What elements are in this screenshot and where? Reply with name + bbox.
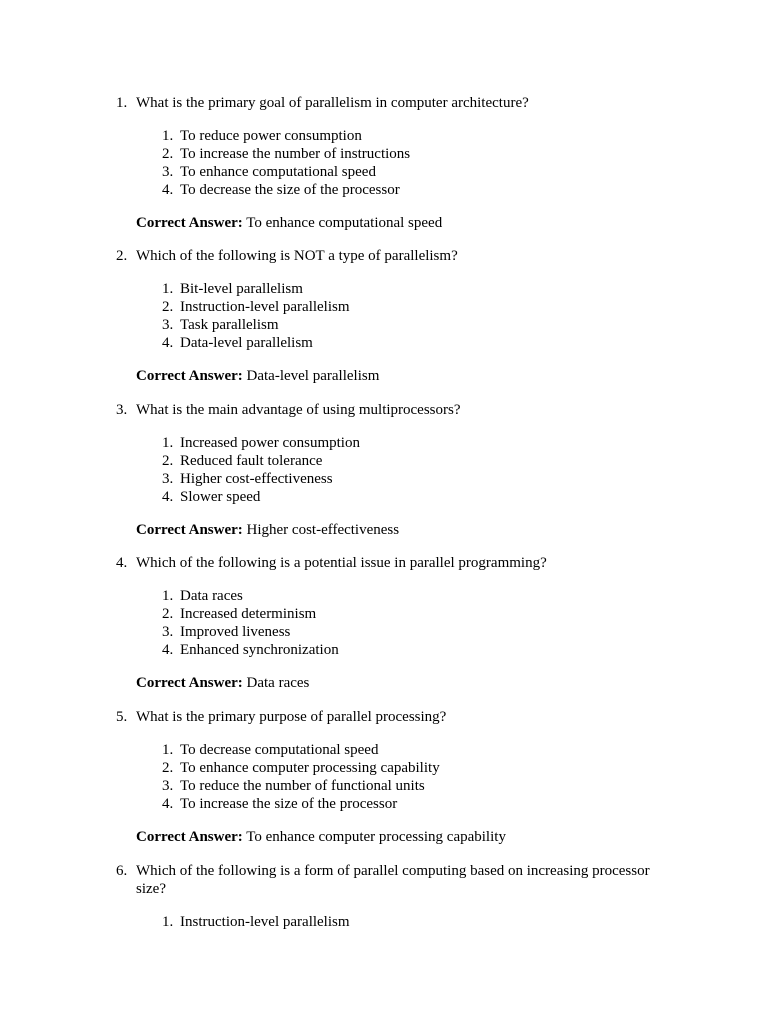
- option-item: [162, 470, 656, 488]
- question-5-line: [116, 708, 656, 726]
- question-2: [116, 247, 656, 385]
- option-text: Increased determinism: [180, 606, 317, 622]
- option-text: Higher cost-effectiveness: [180, 471, 333, 487]
- option-item: [162, 334, 656, 352]
- option-number: 1.: [162, 742, 174, 758]
- option-text: Increased power consumption: [180, 435, 360, 451]
- question-4-options: [162, 587, 656, 659]
- question-6-number: 6.: [116, 863, 128, 879]
- question-5-options: [162, 741, 656, 813]
- option-number: 1.: [162, 914, 174, 930]
- answer-label: Correct Answer:: [136, 522, 243, 538]
- option-text: Data races: [180, 588, 243, 604]
- option-text: Instruction-level parallelism: [180, 299, 350, 315]
- option-text: To reduce the number of functional units: [180, 778, 425, 794]
- option-item: [162, 280, 656, 298]
- option-number: 2.: [162, 606, 174, 622]
- question-2-number: 2.: [116, 248, 128, 264]
- option-item: [162, 587, 656, 605]
- option-text: Data-level parallelism: [180, 335, 313, 351]
- question-4-answer: [136, 674, 656, 692]
- question-2-text: Which of the following is NOT a type of parallelism?: [136, 248, 458, 264]
- option-text: To reduce power consumption: [180, 128, 362, 144]
- question-5-answer: [136, 828, 656, 846]
- question-4-text: Which of the following is a potential issue in parallel programming?: [136, 555, 547, 571]
- option-text: Instruction-level parallelism: [180, 914, 350, 930]
- option-number: 3.: [162, 471, 174, 487]
- question-5-number: 5.: [116, 709, 128, 725]
- option-number: 1.: [162, 588, 174, 604]
- option-number: 4.: [162, 796, 174, 812]
- option-item: [162, 623, 656, 641]
- option-item: [162, 163, 656, 181]
- question-5: [116, 708, 656, 846]
- question-3: [116, 401, 656, 539]
- option-text: To enhance computational speed: [180, 164, 376, 180]
- question-3-options: [162, 434, 656, 506]
- option-item: [162, 145, 656, 163]
- option-item: [162, 913, 656, 931]
- question-4-line: [116, 554, 656, 572]
- answer-text: Data races: [246, 675, 310, 691]
- question-3-text: What is the main advantage of using multiprocessors?: [136, 402, 461, 418]
- option-number: 1.: [162, 281, 174, 297]
- answer-label: Correct Answer:: [136, 215, 243, 231]
- option-text: To enhance computer processing capability: [180, 760, 440, 776]
- answer-text: Higher cost-effectiveness: [246, 522, 400, 538]
- question-4: [116, 554, 656, 692]
- question-4-number: 4.: [116, 555, 128, 571]
- option-number: 1.: [162, 128, 174, 144]
- option-text: To decrease computational speed: [180, 742, 379, 758]
- question-6-options: [162, 913, 656, 931]
- question-3-number: 3.: [116, 402, 128, 418]
- option-item: [162, 127, 656, 145]
- option-number: 4.: [162, 489, 174, 505]
- option-number: 4.: [162, 182, 174, 198]
- answer-label: Correct Answer:: [136, 829, 243, 845]
- option-number: 2.: [162, 299, 174, 315]
- answer-text: To enhance computer processing capability: [246, 829, 506, 845]
- option-item: [162, 434, 656, 452]
- option-number: 3.: [162, 624, 174, 640]
- question-3-line: [116, 401, 656, 419]
- option-text: Enhanced synchronization: [180, 642, 339, 658]
- question-1-options: [162, 127, 656, 199]
- option-item: [162, 795, 656, 813]
- option-number: 3.: [162, 778, 174, 794]
- option-item: [162, 181, 656, 199]
- option-item: [162, 777, 656, 795]
- option-number: 2.: [162, 453, 174, 469]
- question-5-text: What is the primary purpose of parallel processing?: [136, 709, 447, 725]
- question-1-answer: [136, 214, 656, 232]
- option-number: 3.: [162, 317, 174, 333]
- option-text: Reduced fault tolerance: [180, 453, 323, 469]
- option-item: [162, 759, 656, 777]
- option-item: [162, 316, 656, 334]
- answer-label: Correct Answer:: [136, 368, 243, 384]
- question-1-text: What is the primary goal of parallelism in computer architecture?: [136, 95, 529, 111]
- question-2-options: [162, 280, 656, 352]
- question-2-answer: [136, 367, 656, 385]
- option-text: Improved liveness: [180, 624, 291, 640]
- option-number: 4.: [162, 335, 174, 351]
- question-6-text: Which of the following is a form of parallel computing based on increasing processor size?: [136, 863, 650, 897]
- option-number: 3.: [162, 164, 174, 180]
- question-6-line: [116, 862, 656, 898]
- question-1-line: [116, 94, 656, 112]
- question-6: [116, 862, 656, 931]
- question-1: [116, 94, 656, 232]
- option-item: [162, 488, 656, 506]
- question-1-number: 1.: [116, 95, 128, 111]
- option-number: 2.: [162, 760, 174, 776]
- answer-text: To enhance computational speed: [246, 215, 443, 231]
- option-text: Bit-level parallelism: [180, 281, 303, 297]
- option-number: 1.: [162, 435, 174, 451]
- option-text: To increase the size of the processor: [180, 796, 398, 812]
- option-text: Slower speed: [180, 489, 261, 505]
- option-text: To increase the number of instructions: [180, 146, 411, 162]
- option-item: [162, 605, 656, 623]
- option-number: 2.: [162, 146, 174, 162]
- option-item: [162, 298, 656, 316]
- answer-text: Data-level parallelism: [246, 368, 380, 384]
- question-3-answer: [136, 521, 656, 539]
- option-item: [162, 452, 656, 470]
- option-text: To decrease the size of the processor: [180, 182, 400, 198]
- option-item: [162, 641, 656, 659]
- option-number: 4.: [162, 642, 174, 658]
- option-item: [162, 741, 656, 759]
- question-2-line: [116, 247, 656, 265]
- option-text: Task parallelism: [180, 317, 279, 333]
- answer-label: Correct Answer:: [136, 675, 243, 691]
